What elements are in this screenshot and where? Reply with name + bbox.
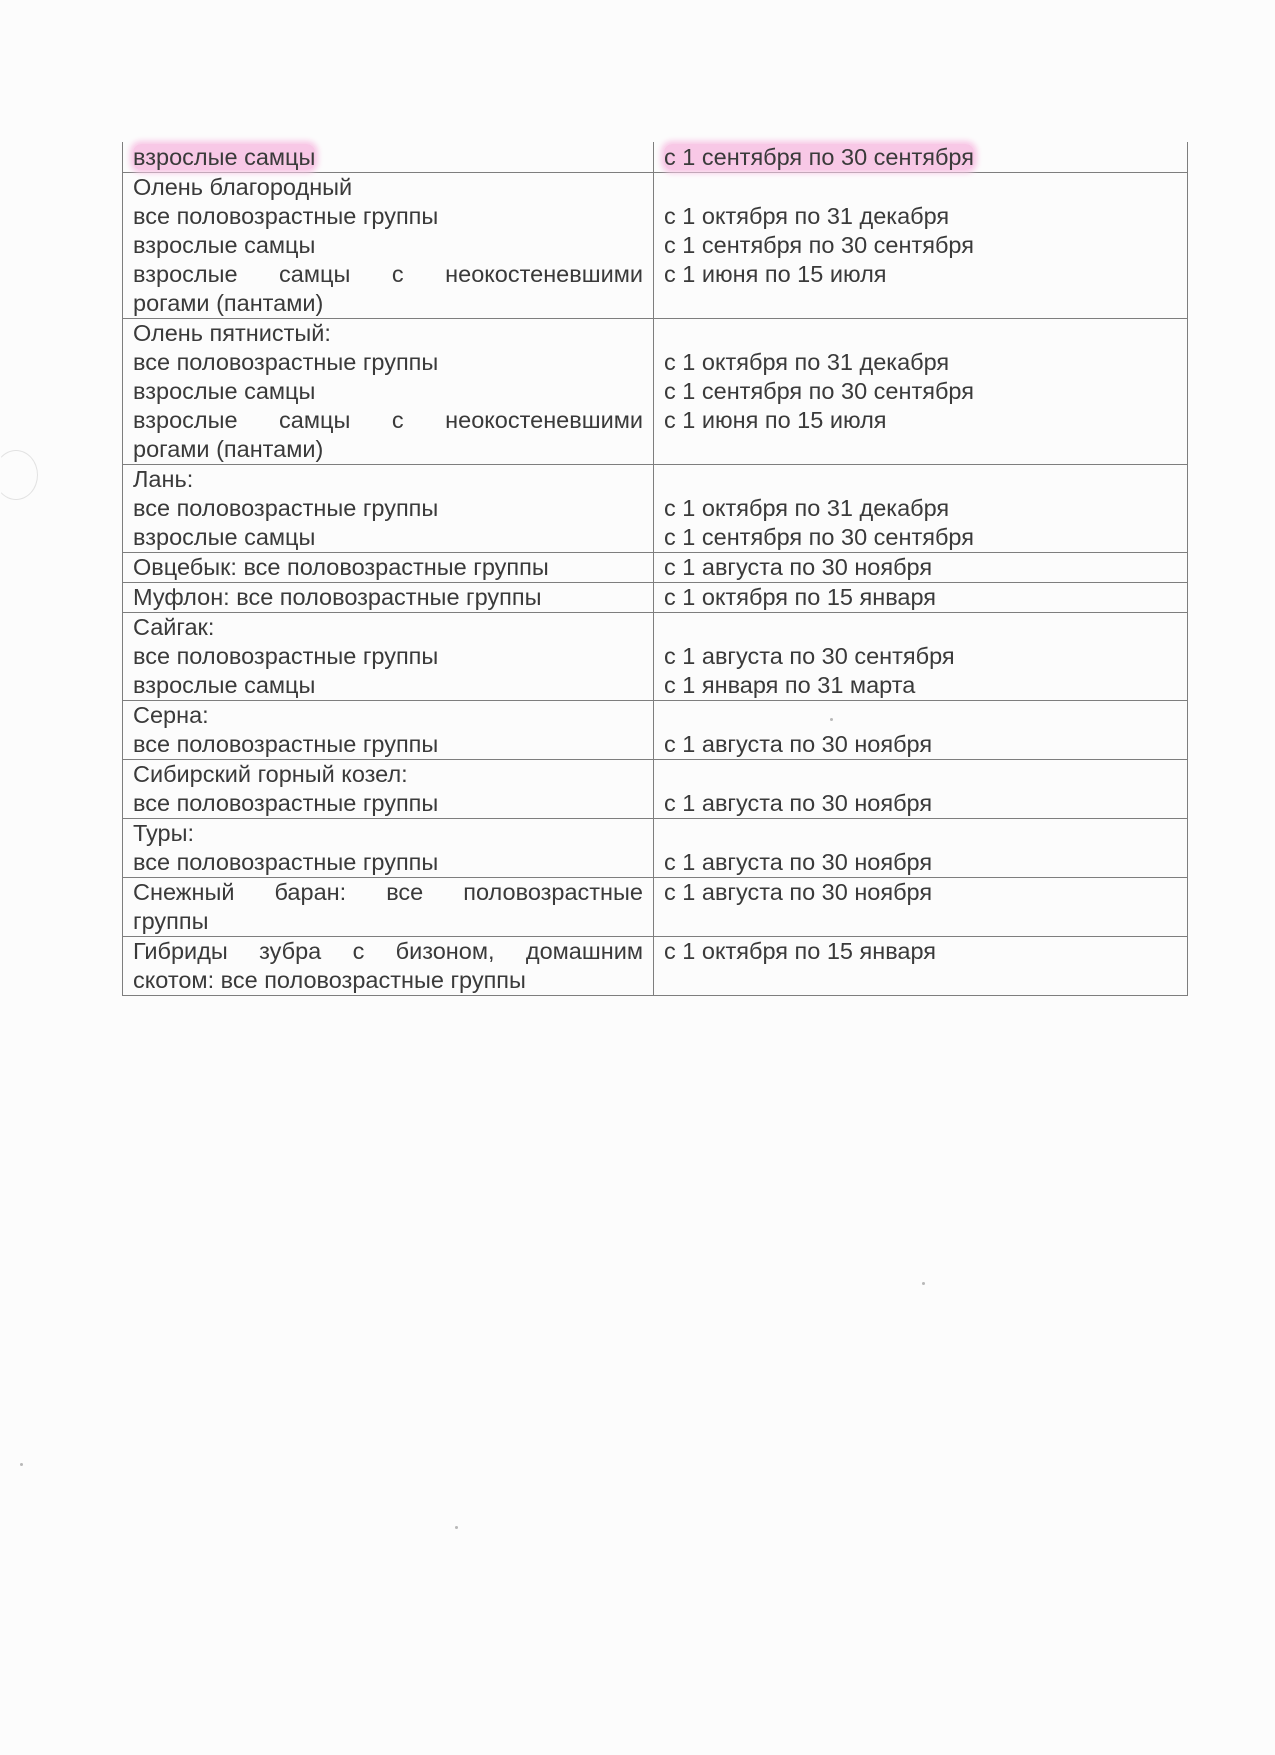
species-cell: [123, 553, 654, 583]
species-cell: [123, 465, 654, 553]
group-label: все половозрастные группы: [133, 731, 439, 757]
period-text: с 1 августа по 30 сентября: [664, 643, 955, 669]
group-label: все половозрастные группы: [133, 643, 439, 669]
table-row: [123, 583, 1188, 613]
species-cell: [123, 937, 654, 996]
species-name: Олень пятнистый:: [133, 320, 331, 346]
table-row: [123, 553, 1188, 583]
table-row: [123, 143, 1188, 173]
table-row: [123, 760, 1188, 819]
species-name: Овцебык: все половозрастные группы: [133, 554, 549, 580]
period-cell: [654, 701, 1188, 760]
period-text: с 1 сентября по 30 сентября: [664, 378, 974, 404]
table-row: [123, 937, 1188, 996]
period-text: с 1 августа по 30 ноября: [664, 554, 933, 580]
group-label: взрослые самцы: [133, 524, 316, 550]
group-label: взрослые самцы с неокостеневшими: [133, 407, 643, 433]
period-cell: [654, 613, 1188, 701]
period-cell: [654, 760, 1188, 819]
period-cell: [654, 553, 1188, 583]
group-label: взрослые самцы: [133, 232, 316, 258]
period-cell: [654, 878, 1188, 937]
period-text: с 1 октября по 31 декабря: [664, 349, 950, 375]
species-name: Серна:: [133, 702, 209, 728]
table-row: [123, 613, 1188, 701]
scan-speck: [20, 1463, 23, 1466]
period-cell: [654, 173, 1188, 319]
species-name: Муфлон: все половозрастные группы: [133, 584, 542, 610]
species-cell: [123, 583, 654, 613]
period-text: с 1 июня по 15 июля: [664, 407, 887, 433]
species-cell: [123, 878, 654, 937]
species-name: Сибирский горный козел:: [133, 761, 408, 787]
species-name: скотом: все половозрастные группы: [133, 967, 526, 993]
group-label: все половозрастные группы: [133, 349, 439, 375]
species-name: Олень благородный: [133, 174, 353, 200]
period-text: с 1 января по 31 марта: [664, 672, 916, 698]
period-text: с 1 октября по 31 декабря: [664, 203, 950, 229]
species-name: Лань:: [133, 466, 194, 492]
species-cell: [123, 760, 654, 819]
species-name: Гибриды зубра с бизоном, домашним: [133, 938, 643, 964]
period-text: с 1 октября по 31 декабря: [664, 495, 950, 521]
table-row: [123, 319, 1188, 465]
species-cell: [123, 819, 654, 878]
species-cell: [123, 319, 654, 465]
period-text: с 1 июня по 15 июля: [664, 261, 887, 287]
period-text: с 1 сентября по 30 сентября: [664, 232, 974, 258]
hunting-seasons-table: [122, 142, 1188, 996]
scan-speck: [455, 1526, 458, 1529]
species-name: Туры:: [133, 820, 195, 846]
group-label: взрослые самцы: [133, 672, 316, 698]
species-name: Снежный баран: все половозрастные: [133, 879, 643, 905]
table-row: [123, 701, 1188, 760]
highlighted-text: взрослые самцы: [133, 144, 316, 170]
group-label: все половозрастные группы: [133, 203, 439, 229]
table-row: [123, 878, 1188, 937]
group-label: все половозрастные группы: [133, 849, 439, 875]
scan-speck: [922, 1282, 925, 1285]
group-label: рогами (пантами): [133, 436, 324, 462]
period-text: с 1 сентября по 30 сентября: [664, 524, 974, 550]
species-cell: [123, 613, 654, 701]
period-cell: [654, 583, 1188, 613]
period-cell: [654, 819, 1188, 878]
group-label: рогами (пантами): [133, 290, 324, 316]
species-cell: [123, 173, 654, 319]
species-cell: [123, 701, 654, 760]
table-row: [123, 465, 1188, 553]
period-cell: [654, 143, 1188, 173]
period-cell: [654, 465, 1188, 553]
period-cell: [654, 937, 1188, 996]
period-text: с 1 октября по 15 января: [664, 938, 937, 964]
group-label: все половозрастные группы: [133, 495, 439, 521]
period-text: с 1 августа по 30 ноября: [664, 790, 933, 816]
period-text: с 1 октября по 15 января: [664, 584, 937, 610]
group-label: все половозрастные группы: [133, 790, 439, 816]
species-name: группы: [133, 908, 209, 934]
species-name: Сайгак:: [133, 614, 215, 640]
scan-punch-mark: [0, 450, 38, 500]
species-cell: [123, 143, 654, 173]
period-text: с 1 августа по 30 ноября: [664, 849, 933, 875]
group-label: взрослые самцы с неокостеневшими: [133, 261, 643, 287]
group-label: взрослые самцы: [133, 378, 316, 404]
table-row: [123, 173, 1188, 319]
table-row: [123, 819, 1188, 878]
period-text: с 1 августа по 30 ноября: [664, 731, 933, 757]
period-cell: [654, 319, 1188, 465]
highlighted-text: с 1 сентября по 30 сентября: [664, 144, 974, 170]
period-text: с 1 августа по 30 ноября: [664, 879, 933, 905]
